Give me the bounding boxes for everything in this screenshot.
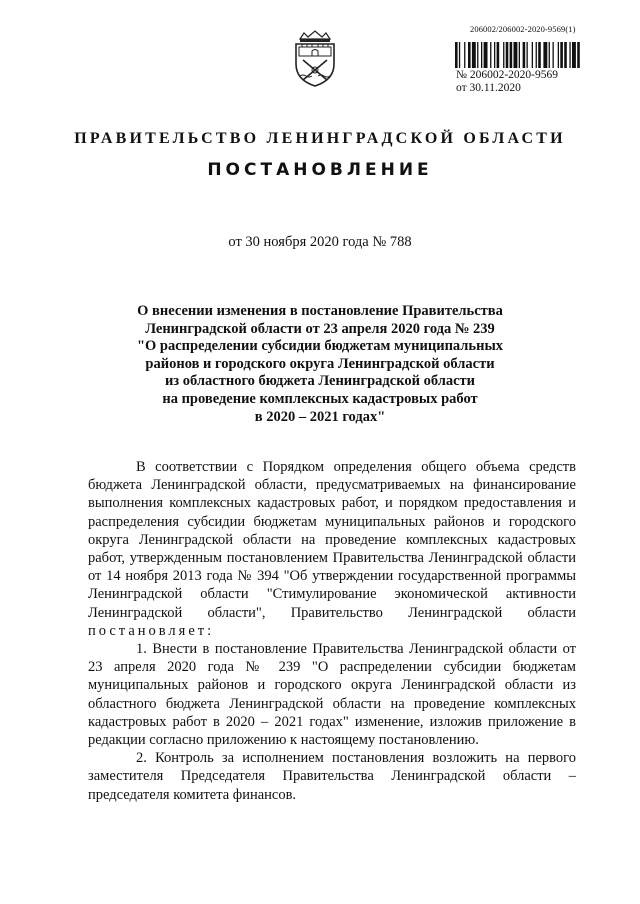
item-1-paragraph: 1. Внести в постановление Правительства Ленинградской области от 23 апреля 2020 года № 239 "О распределении субсидии бюджетам муниципальных районов и городского округа Ленинградской области из областного бюджета Ленинградской области на проведение комплексных кадастровых работ в 2020 – 2021 годах" изменение, изложив приложение в редакции согласно приложению к настоящему постановлению. xyxy=(88,641,576,749)
barcode-bar xyxy=(532,42,533,68)
resolves-word: постановляет: xyxy=(88,622,215,639)
title-line: "О распределении субсидии бюджетам муниципальных xyxy=(136,338,504,355)
barcode-bar xyxy=(494,42,495,68)
document-title xyxy=(100,303,540,426)
title-line: Ленинградской области от 23 апреля 2020 года № 239 xyxy=(145,320,495,337)
preamble-text: В соответствии с Порядком определения общего объема средств бюджета Ленинградской области, предусматриваемых на финансирование выполнения комплексных кадастровых работ, и порядком предоставления и распределения субсидии бюджетам муниципальных районов и городского округа Ленинградской области на проведение комплексных кадастровых работ, утвержденным постановлением Правительства Ленинградской области от 14 ноября 2013 года № 394 "Об утверждении государственной программы Ленинградской области "Стимулирование экономической активности Ленинградской области", Правительство Ленинградской области xyxy=(88,459,576,621)
title-line: О внесении изменения в постановление Правительства xyxy=(137,303,503,319)
barcode-bar xyxy=(519,42,520,68)
item-2-paragraph: 2. Контроль за исполнением постановления возложить на первого заместителя Председателя Правительства Ленинградской области – председателя комитета финансов. xyxy=(88,750,576,803)
authority-name: ПРАВИТЕЛЬСТВО ЛЕНИНГРАДСКОЙ ОБЛАСТИ xyxy=(74,130,566,147)
barcode-bar xyxy=(506,42,509,68)
barcode-bar xyxy=(481,42,482,68)
barcode-bar xyxy=(569,42,570,68)
barcode-bar xyxy=(527,42,528,68)
barcode-bar xyxy=(503,42,504,68)
barcode-bar xyxy=(577,42,580,68)
title-line: на проведение комплексных кадастровых работ xyxy=(162,390,478,407)
barcode-bar xyxy=(523,42,526,68)
barcode-bar xyxy=(536,42,537,68)
barcode xyxy=(455,42,615,68)
barcode-bar xyxy=(472,42,476,68)
document-date-number: от 30 ноября 2020 года № 788 xyxy=(228,234,412,250)
barcode-bar xyxy=(497,42,500,68)
registration-number: № 206002-2020-9569 xyxy=(456,69,559,81)
barcode-bar xyxy=(464,42,465,68)
barcode-bar xyxy=(484,42,488,68)
title-line: из областного бюджета Ленинградской области xyxy=(164,373,476,390)
registration-date: от 30.11.2020 xyxy=(456,82,521,94)
barcode-bar xyxy=(455,42,458,68)
barcode-bar xyxy=(468,42,471,68)
barcode-bar xyxy=(558,42,559,68)
coat-of-arms-emblem xyxy=(286,30,344,88)
document-code: 206002/206002-2020-9569(1) xyxy=(470,24,576,34)
barcode-bar xyxy=(549,42,550,68)
title-line: в 2020 – 2021 годах" xyxy=(254,408,386,425)
barcode-bar xyxy=(560,42,563,68)
document-body xyxy=(88,458,576,804)
barcode-bar xyxy=(514,42,518,68)
barcode-bar xyxy=(510,42,513,68)
barcode-bar xyxy=(543,42,547,68)
barcode-bar xyxy=(477,42,478,68)
barcode-bar xyxy=(572,42,576,68)
preamble-paragraph xyxy=(88,458,576,640)
barcode-bar xyxy=(490,42,491,68)
barcode-bar xyxy=(459,42,460,68)
document-type: ПОСТАНОВЛЕНИЕ xyxy=(207,160,433,180)
barcode-bar xyxy=(553,42,554,68)
title-line: районов и городского округа Ленинградской области xyxy=(145,355,495,372)
barcode-bar xyxy=(564,42,567,68)
barcode-bar xyxy=(538,42,541,68)
